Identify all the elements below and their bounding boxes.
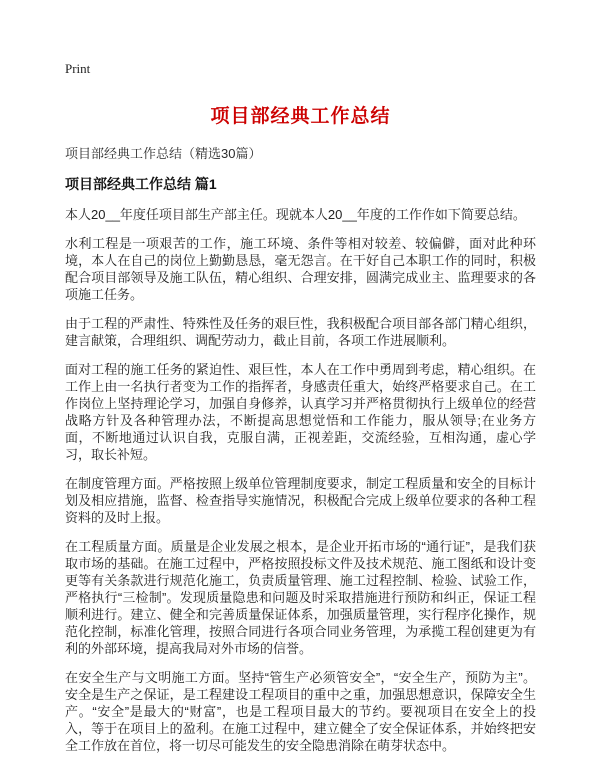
document-title: 项目部经典工作总结 xyxy=(210,106,391,127)
paragraph: 在工程质量方面。质量是企业发展之根本，是企业开拓市场的“通行证”，是我们获取市场的基础。在施工过程中，严格按照投标文件及技术规范、施工图纸和设计变更等有关条款进行规范化施工，负责质量管理、施工过程控制、检验、试验工作，严格执行“三检制”。发现质量隐患和问题及时采取措施进行预防和纠正，保证工程顺利进行。建立、健全和完善质量保证体系，加强质量管理，实行程序化操作，规范化控制，标准化管理，按照合同进行各项合同业务管理，为承揽工程创建更为有利的外部环境，提高我局对外市场的信誉。 xyxy=(65,539,536,656)
print-link[interactable]: Print xyxy=(65,61,91,76)
paragraph: 面对工程的施工任务的紧迫性、艰巨性，本人在工作中勇周到考虑，精心组织。在工作上由一名执行者变为工作的指挥者，身感责任重大，始终严格要求自己。在工作岗位上坚持理论学习，加强自身修养，认真学习并严格贯彻执行上级单位的经营战略方针及各种管理办法，不断提高思想觉悟和工作能力，服从领导;在业务方面，不断地通过认识自我，克服自满，正视差距，交流经验，互相沟通，虚心学习，取长补短。 xyxy=(65,362,536,462)
paragraph: 本人20__年度任项目部生产部主任。现就本人20__年度的工作作如下简要总结。 xyxy=(65,207,526,222)
paragraph: 水利工程是一项艰苦的工作，施工环境、条件等相对较差、较偏僻，面对此种环境，本人在自己的岗位上勤勤恳恳，毫无怨言。在干好自己本职工作的同时，积极配合项目部领导及施工队伍，精心组织、合理安排，圆满完成业主、监理要求的各项施工任务。 xyxy=(65,236,536,302)
document-subtitle: 项目部经典工作总结（精选30篇） xyxy=(65,146,262,161)
paragraph: 在制度管理方面。严格按照上级单位管理制度要求，制定工程质量和安全的目标计划及相应措施，监督、检查指导实施情况，积极配合完成上级单位要求的各种工程资料的及时上报。 xyxy=(65,476,536,525)
section-heading: 项目部经典工作总结 篇1 xyxy=(65,176,217,192)
paragraph: 在安全生产与文明施工方面。坚持“管生产必须管安全”，“安全生产，预防为主”。安全是生产之保证，是工程建设工程项目的重中之重，加强思想意识，保障安全生产。“安全”是最大的“财富”，也是工程项目最大的节约。要视项目在安全上的投入，等于在项目上的盈利。在施工过程中，建立健全了安全保证体系，并始终把安全工作放在首位，将一切尽可能发生的安全隐患消除在萌芽状态中。 xyxy=(65,670,536,753)
body-paragraphs xyxy=(65,206,536,754)
paragraph: 由于工程的严肃性、特殊性及任务的艰巨性，我积极配合项目部各部门精心组织，建言献策，合理组织、调配劳动力，截止目前，各项工作进展顺利。 xyxy=(65,316,536,348)
